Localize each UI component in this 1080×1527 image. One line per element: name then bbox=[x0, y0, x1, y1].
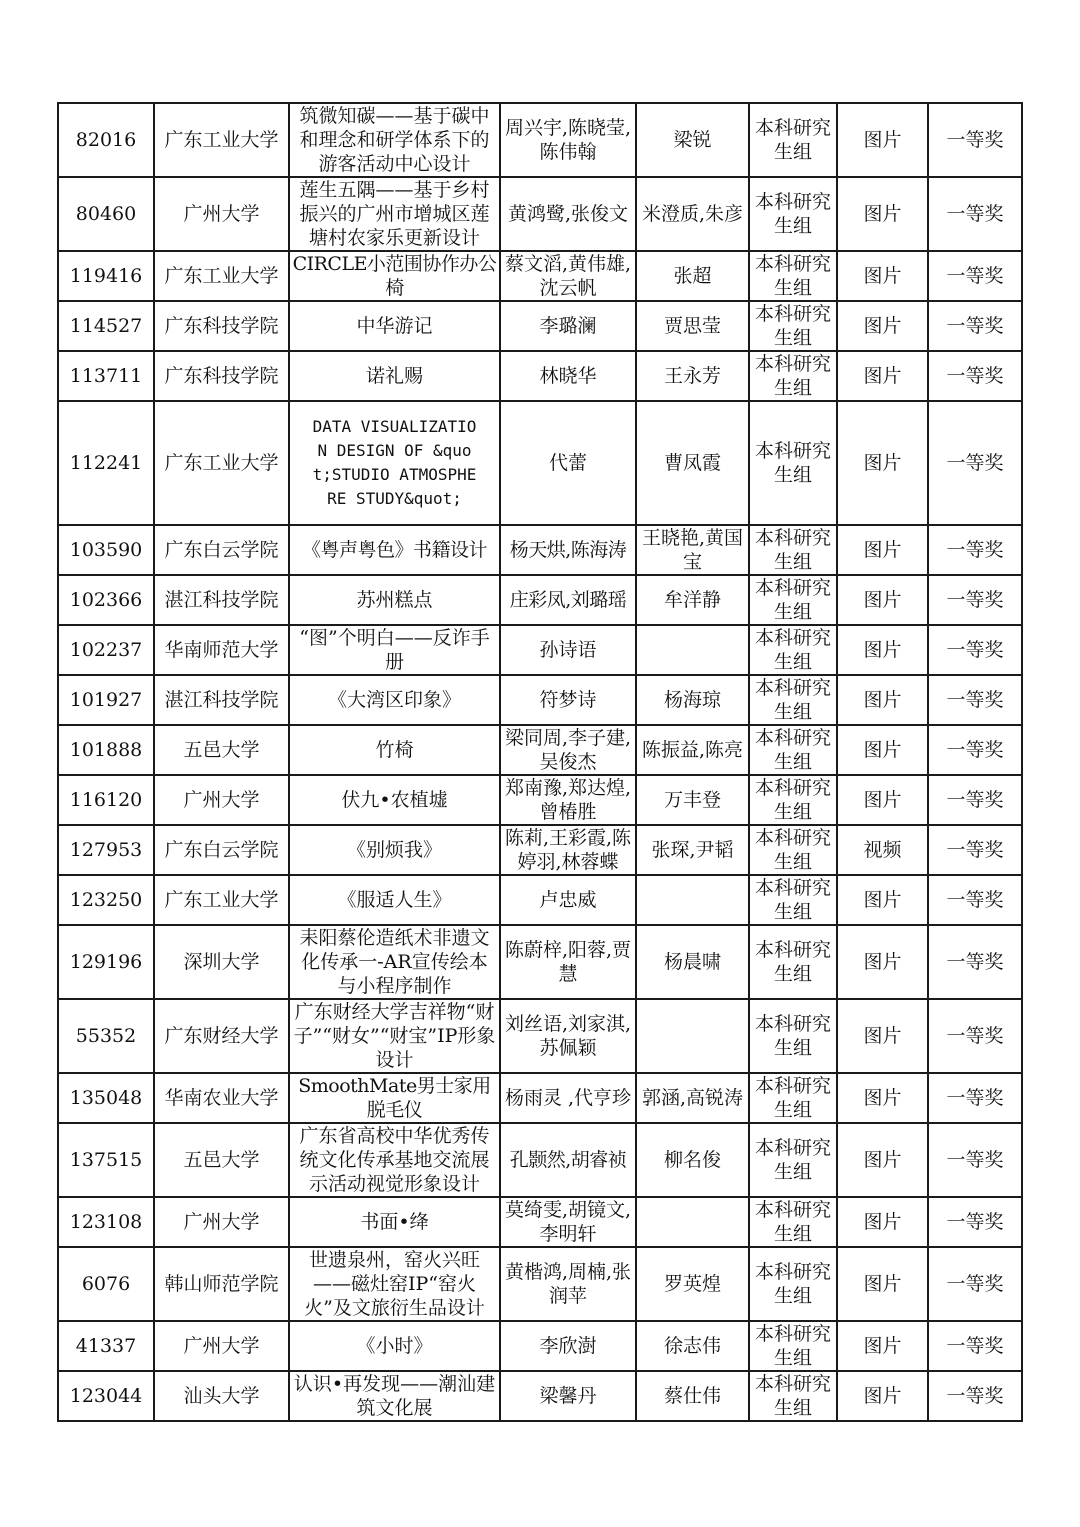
school-cell: 湛江科技学院 bbox=[154, 675, 289, 725]
group-cell: 本科研究生组 bbox=[749, 875, 837, 925]
group-cell: 本科研究生组 bbox=[749, 1247, 837, 1321]
table-row bbox=[58, 825, 1022, 875]
school-cell: 广东工业大学 bbox=[154, 401, 289, 525]
work-title-cell: 认识•再发现——潮汕建筑文化展 bbox=[289, 1371, 500, 1421]
group-cell: 本科研究生组 bbox=[749, 775, 837, 825]
work-title-cell: 广东省高校中华优秀传统文化传承基地交流展示活动视觉形象设计 bbox=[289, 1123, 500, 1197]
work-type-cell: 图片 bbox=[837, 1321, 928, 1371]
entry-id-cell: 101927 bbox=[58, 675, 154, 725]
award-cell: 一等奖 bbox=[928, 1073, 1022, 1123]
school-cell: 广东工业大学 bbox=[154, 251, 289, 301]
work-title-cell: 莲生五隅——基于乡村振兴的广州市增城区莲塘村农家乐更新设计 bbox=[289, 177, 500, 251]
award-cell: 一等奖 bbox=[928, 725, 1022, 775]
table-row bbox=[58, 103, 1022, 177]
table-row bbox=[58, 401, 1022, 525]
award-list-table bbox=[57, 102, 1023, 1422]
entry-id-cell: 41337 bbox=[58, 1321, 154, 1371]
authors-cell: 周兴宇,陈晓莹,陈伟翰 bbox=[500, 103, 636, 177]
work-type-cell: 图片 bbox=[837, 401, 928, 525]
table-row bbox=[58, 1123, 1022, 1197]
advisor-cell: 梁锐 bbox=[636, 103, 749, 177]
work-title-cell: 《粤声粤色》书籍设计 bbox=[289, 525, 500, 575]
work-title-cell: 筑微知碳——基于碳中和理念和研学体系下的游客活动中心设计 bbox=[289, 103, 500, 177]
work-type-cell: 图片 bbox=[837, 925, 928, 999]
work-type-cell: 图片 bbox=[837, 351, 928, 401]
award-cell: 一等奖 bbox=[928, 1321, 1022, 1371]
work-type-cell: 图片 bbox=[837, 675, 928, 725]
award-cell: 一等奖 bbox=[928, 875, 1022, 925]
group-cell: 本科研究生组 bbox=[749, 625, 837, 675]
authors-cell: 梁馨丹 bbox=[500, 1371, 636, 1421]
group-cell: 本科研究生组 bbox=[749, 177, 837, 251]
entry-id-cell: 123108 bbox=[58, 1197, 154, 1247]
authors-cell: 卢忠威 bbox=[500, 875, 636, 925]
group-cell: 本科研究生组 bbox=[749, 999, 837, 1073]
entry-id-cell: 129196 bbox=[58, 925, 154, 999]
school-cell: 广州大学 bbox=[154, 1197, 289, 1247]
table-row bbox=[58, 875, 1022, 925]
advisor-cell: 张琛,尹韬 bbox=[636, 825, 749, 875]
award-cell: 一等奖 bbox=[928, 1371, 1022, 1421]
work-type-cell: 视频 bbox=[837, 825, 928, 875]
work-title-cell: 书面•绛 bbox=[289, 1197, 500, 1247]
authors-cell: 郑南豫,郑达煌,曾椿胜 bbox=[500, 775, 636, 825]
award-cell: 一等奖 bbox=[928, 351, 1022, 401]
school-cell: 广东财经大学 bbox=[154, 999, 289, 1073]
table-row bbox=[58, 1371, 1022, 1421]
authors-cell: 李璐澜 bbox=[500, 301, 636, 351]
entry-id-cell: 102237 bbox=[58, 625, 154, 675]
group-cell: 本科研究生组 bbox=[749, 675, 837, 725]
entry-id-cell: 102366 bbox=[58, 575, 154, 625]
school-cell: 湛江科技学院 bbox=[154, 575, 289, 625]
table-row bbox=[58, 1197, 1022, 1247]
authors-cell: 蔡文滔,黄伟雄,沈云帆 bbox=[500, 251, 636, 301]
work-title-cell: 《别烦我》 bbox=[289, 825, 500, 875]
entry-id-cell: 80460 bbox=[58, 177, 154, 251]
table-row bbox=[58, 675, 1022, 725]
group-cell: 本科研究生组 bbox=[749, 1073, 837, 1123]
table-row bbox=[58, 251, 1022, 301]
award-cell: 一等奖 bbox=[928, 103, 1022, 177]
work-title-cell: 诺礼赐 bbox=[289, 351, 500, 401]
work-type-cell: 图片 bbox=[837, 775, 928, 825]
table-row bbox=[58, 999, 1022, 1073]
table-row bbox=[58, 1073, 1022, 1123]
group-cell: 本科研究生组 bbox=[749, 103, 837, 177]
work-title-cell: 《大湾区印象》 bbox=[289, 675, 500, 725]
entry-id-cell: 119416 bbox=[58, 251, 154, 301]
authors-cell: 林晓华 bbox=[500, 351, 636, 401]
group-cell: 本科研究生组 bbox=[749, 1321, 837, 1371]
advisor-cell bbox=[636, 999, 749, 1073]
work-title-cell: 中华游记 bbox=[289, 301, 500, 351]
authors-cell: 庄彩凤,刘璐瑶 bbox=[500, 575, 636, 625]
work-title-cell: “图”个明白——反诈手册 bbox=[289, 625, 500, 675]
table-row bbox=[58, 1321, 1022, 1371]
school-cell: 广东白云学院 bbox=[154, 825, 289, 875]
entry-id-cell: 82016 bbox=[58, 103, 154, 177]
work-type-cell: 图片 bbox=[837, 1073, 928, 1123]
work-type-cell: 图片 bbox=[837, 1247, 928, 1321]
work-title-cell: 《服适人生》 bbox=[289, 875, 500, 925]
advisor-cell bbox=[636, 875, 749, 925]
work-type-cell: 图片 bbox=[837, 875, 928, 925]
work-title-cell: CIRCLE小范围协作办公椅 bbox=[289, 251, 500, 301]
authors-cell: 陈莉,王彩霞,陈婷羽,林蓉蝶 bbox=[500, 825, 636, 875]
school-cell: 广州大学 bbox=[154, 1321, 289, 1371]
authors-cell: 黄鸿鹭,张俊文 bbox=[500, 177, 636, 251]
authors-cell: 梁同周,李子建,吴俊杰 bbox=[500, 725, 636, 775]
advisor-cell: 罗英煌 bbox=[636, 1247, 749, 1321]
advisor-cell: 王晓艳,黄国宝 bbox=[636, 525, 749, 575]
award-cell: 一等奖 bbox=[928, 575, 1022, 625]
authors-cell: 黄楷鸿,周楠,张润苹 bbox=[500, 1247, 636, 1321]
work-type-cell: 图片 bbox=[837, 1371, 928, 1421]
group-cell: 本科研究生组 bbox=[749, 1197, 837, 1247]
entry-id-cell: 103590 bbox=[58, 525, 154, 575]
authors-cell: 符梦诗 bbox=[500, 675, 636, 725]
entry-id-cell: 123044 bbox=[58, 1371, 154, 1421]
school-cell: 广州大学 bbox=[154, 775, 289, 825]
table-row bbox=[58, 177, 1022, 251]
entry-id-cell: 113711 bbox=[58, 351, 154, 401]
group-cell: 本科研究生组 bbox=[749, 925, 837, 999]
work-type-cell: 图片 bbox=[837, 999, 928, 1073]
award-cell: 一等奖 bbox=[928, 625, 1022, 675]
work-title-cell: 苏州糕点 bbox=[289, 575, 500, 625]
authors-cell: 莫绮雯,胡镜文,李明轩 bbox=[500, 1197, 636, 1247]
award-cell: 一等奖 bbox=[928, 925, 1022, 999]
advisor-cell: 杨晨啸 bbox=[636, 925, 749, 999]
award-cell: 一等奖 bbox=[928, 177, 1022, 251]
school-cell: 五邑大学 bbox=[154, 725, 289, 775]
advisor-cell: 王永芳 bbox=[636, 351, 749, 401]
advisor-cell: 蔡仕伟 bbox=[636, 1371, 749, 1421]
advisor-cell bbox=[636, 625, 749, 675]
authors-cell: 陈蔚梓,阳蓉,贾慧 bbox=[500, 925, 636, 999]
school-cell: 广东科技学院 bbox=[154, 301, 289, 351]
school-cell: 广州大学 bbox=[154, 177, 289, 251]
work-type-cell: 图片 bbox=[837, 575, 928, 625]
group-cell: 本科研究生组 bbox=[749, 1123, 837, 1197]
school-cell: 汕头大学 bbox=[154, 1371, 289, 1421]
table-row bbox=[58, 575, 1022, 625]
advisor-cell: 徐志伟 bbox=[636, 1321, 749, 1371]
advisor-cell: 郭涵,高锐涛 bbox=[636, 1073, 749, 1123]
school-cell: 华南农业大学 bbox=[154, 1073, 289, 1123]
school-cell: 广东白云学院 bbox=[154, 525, 289, 575]
school-cell: 华南师范大学 bbox=[154, 625, 289, 675]
award-cell: 一等奖 bbox=[928, 675, 1022, 725]
school-cell: 五邑大学 bbox=[154, 1123, 289, 1197]
work-type-cell: 图片 bbox=[837, 251, 928, 301]
school-cell: 广东工业大学 bbox=[154, 875, 289, 925]
work-type-cell: 图片 bbox=[837, 725, 928, 775]
advisor-cell: 杨海琼 bbox=[636, 675, 749, 725]
group-cell: 本科研究生组 bbox=[749, 825, 837, 875]
entry-id-cell: 6076 bbox=[58, 1247, 154, 1321]
school-cell: 广东工业大学 bbox=[154, 103, 289, 177]
entry-id-cell: 137515 bbox=[58, 1123, 154, 1197]
work-type-cell: 图片 bbox=[837, 1197, 928, 1247]
table-row bbox=[58, 301, 1022, 351]
work-type-cell: 图片 bbox=[837, 1123, 928, 1197]
authors-cell: 李欣澍 bbox=[500, 1321, 636, 1371]
authors-cell: 杨雨灵 ,代亨珍 bbox=[500, 1073, 636, 1123]
entry-id-cell: 127953 bbox=[58, 825, 154, 875]
authors-cell: 刘丝语,刘家淇,苏佩颖 bbox=[500, 999, 636, 1073]
work-title-cell: 耒阳蔡伦造纸术非遗文化传承一-AR宣传绘本与小程序制作 bbox=[289, 925, 500, 999]
group-cell: 本科研究生组 bbox=[749, 401, 837, 525]
advisor-cell: 张超 bbox=[636, 251, 749, 301]
award-cell: 一等奖 bbox=[928, 775, 1022, 825]
group-cell: 本科研究生组 bbox=[749, 251, 837, 301]
advisor-cell: 柳名俊 bbox=[636, 1123, 749, 1197]
entry-id-cell: 114527 bbox=[58, 301, 154, 351]
school-cell: 广东科技学院 bbox=[154, 351, 289, 401]
award-cell: 一等奖 bbox=[928, 999, 1022, 1073]
work-title-cell: 伏九•农植墟 bbox=[289, 775, 500, 825]
group-cell: 本科研究生组 bbox=[749, 525, 837, 575]
advisor-cell: 曹凤霞 bbox=[636, 401, 749, 525]
work-title-cell: 《小时》 bbox=[289, 1321, 500, 1371]
entry-id-cell: 116120 bbox=[58, 775, 154, 825]
entry-id-cell: 112241 bbox=[58, 401, 154, 525]
table-row bbox=[58, 725, 1022, 775]
work-title-cell: 世遗泉州，窑火兴旺——磁灶窑IP“窑火火”及文旅衍生品设计 bbox=[289, 1247, 500, 1321]
group-cell: 本科研究生组 bbox=[749, 351, 837, 401]
work-title-cell: 竹椅 bbox=[289, 725, 500, 775]
entry-id-cell: 123250 bbox=[58, 875, 154, 925]
award-cell: 一等奖 bbox=[928, 1123, 1022, 1197]
group-cell: 本科研究生组 bbox=[749, 725, 837, 775]
work-type-cell: 图片 bbox=[837, 625, 928, 675]
work-type-cell: 图片 bbox=[837, 525, 928, 575]
work-type-cell: 图片 bbox=[837, 103, 928, 177]
award-cell: 一等奖 bbox=[928, 1247, 1022, 1321]
school-cell: 深圳大学 bbox=[154, 925, 289, 999]
award-cell: 一等奖 bbox=[928, 251, 1022, 301]
award-cell: 一等奖 bbox=[928, 825, 1022, 875]
award-cell: 一等奖 bbox=[928, 525, 1022, 575]
advisor-cell: 陈振益,陈亮 bbox=[636, 725, 749, 775]
work-type-cell: 图片 bbox=[837, 301, 928, 351]
group-cell: 本科研究生组 bbox=[749, 575, 837, 625]
group-cell: 本科研究生组 bbox=[749, 1371, 837, 1421]
entry-id-cell: 135048 bbox=[58, 1073, 154, 1123]
group-cell: 本科研究生组 bbox=[749, 301, 837, 351]
table-row bbox=[58, 351, 1022, 401]
work-title-cell: DATA VISUALIZATION DESIGN OF &quot;STUDIO ATMOSPHERE STUDY&quot; bbox=[289, 401, 500, 525]
advisor-cell: 牟洋静 bbox=[636, 575, 749, 625]
authors-cell: 代蕾 bbox=[500, 401, 636, 525]
work-type-cell: 图片 bbox=[837, 177, 928, 251]
table-row bbox=[58, 925, 1022, 999]
work-title-cell: 广东财经大学吉祥物“财子”“财女”“财宝”IP形象设计 bbox=[289, 999, 500, 1073]
advisor-cell: 贾思莹 bbox=[636, 301, 749, 351]
work-title-cell: SmoothMate男士家用脱毛仪 bbox=[289, 1073, 500, 1123]
authors-cell: 孙诗语 bbox=[500, 625, 636, 675]
advisor-cell: 米澄质,朱彦 bbox=[636, 177, 749, 251]
entry-id-cell: 55352 bbox=[58, 999, 154, 1073]
advisor-cell bbox=[636, 1197, 749, 1247]
table-row bbox=[58, 525, 1022, 575]
table-row bbox=[58, 775, 1022, 825]
award-cell: 一等奖 bbox=[928, 1197, 1022, 1247]
award-cell: 一等奖 bbox=[928, 401, 1022, 525]
authors-cell: 孔颢然,胡睿祯 bbox=[500, 1123, 636, 1197]
table-row bbox=[58, 625, 1022, 675]
advisor-cell: 万丰登 bbox=[636, 775, 749, 825]
school-cell: 韩山师范学院 bbox=[154, 1247, 289, 1321]
table-row bbox=[58, 1247, 1022, 1321]
award-cell: 一等奖 bbox=[928, 301, 1022, 351]
authors-cell: 杨天烘,陈海涛 bbox=[500, 525, 636, 575]
entry-id-cell: 101888 bbox=[58, 725, 154, 775]
